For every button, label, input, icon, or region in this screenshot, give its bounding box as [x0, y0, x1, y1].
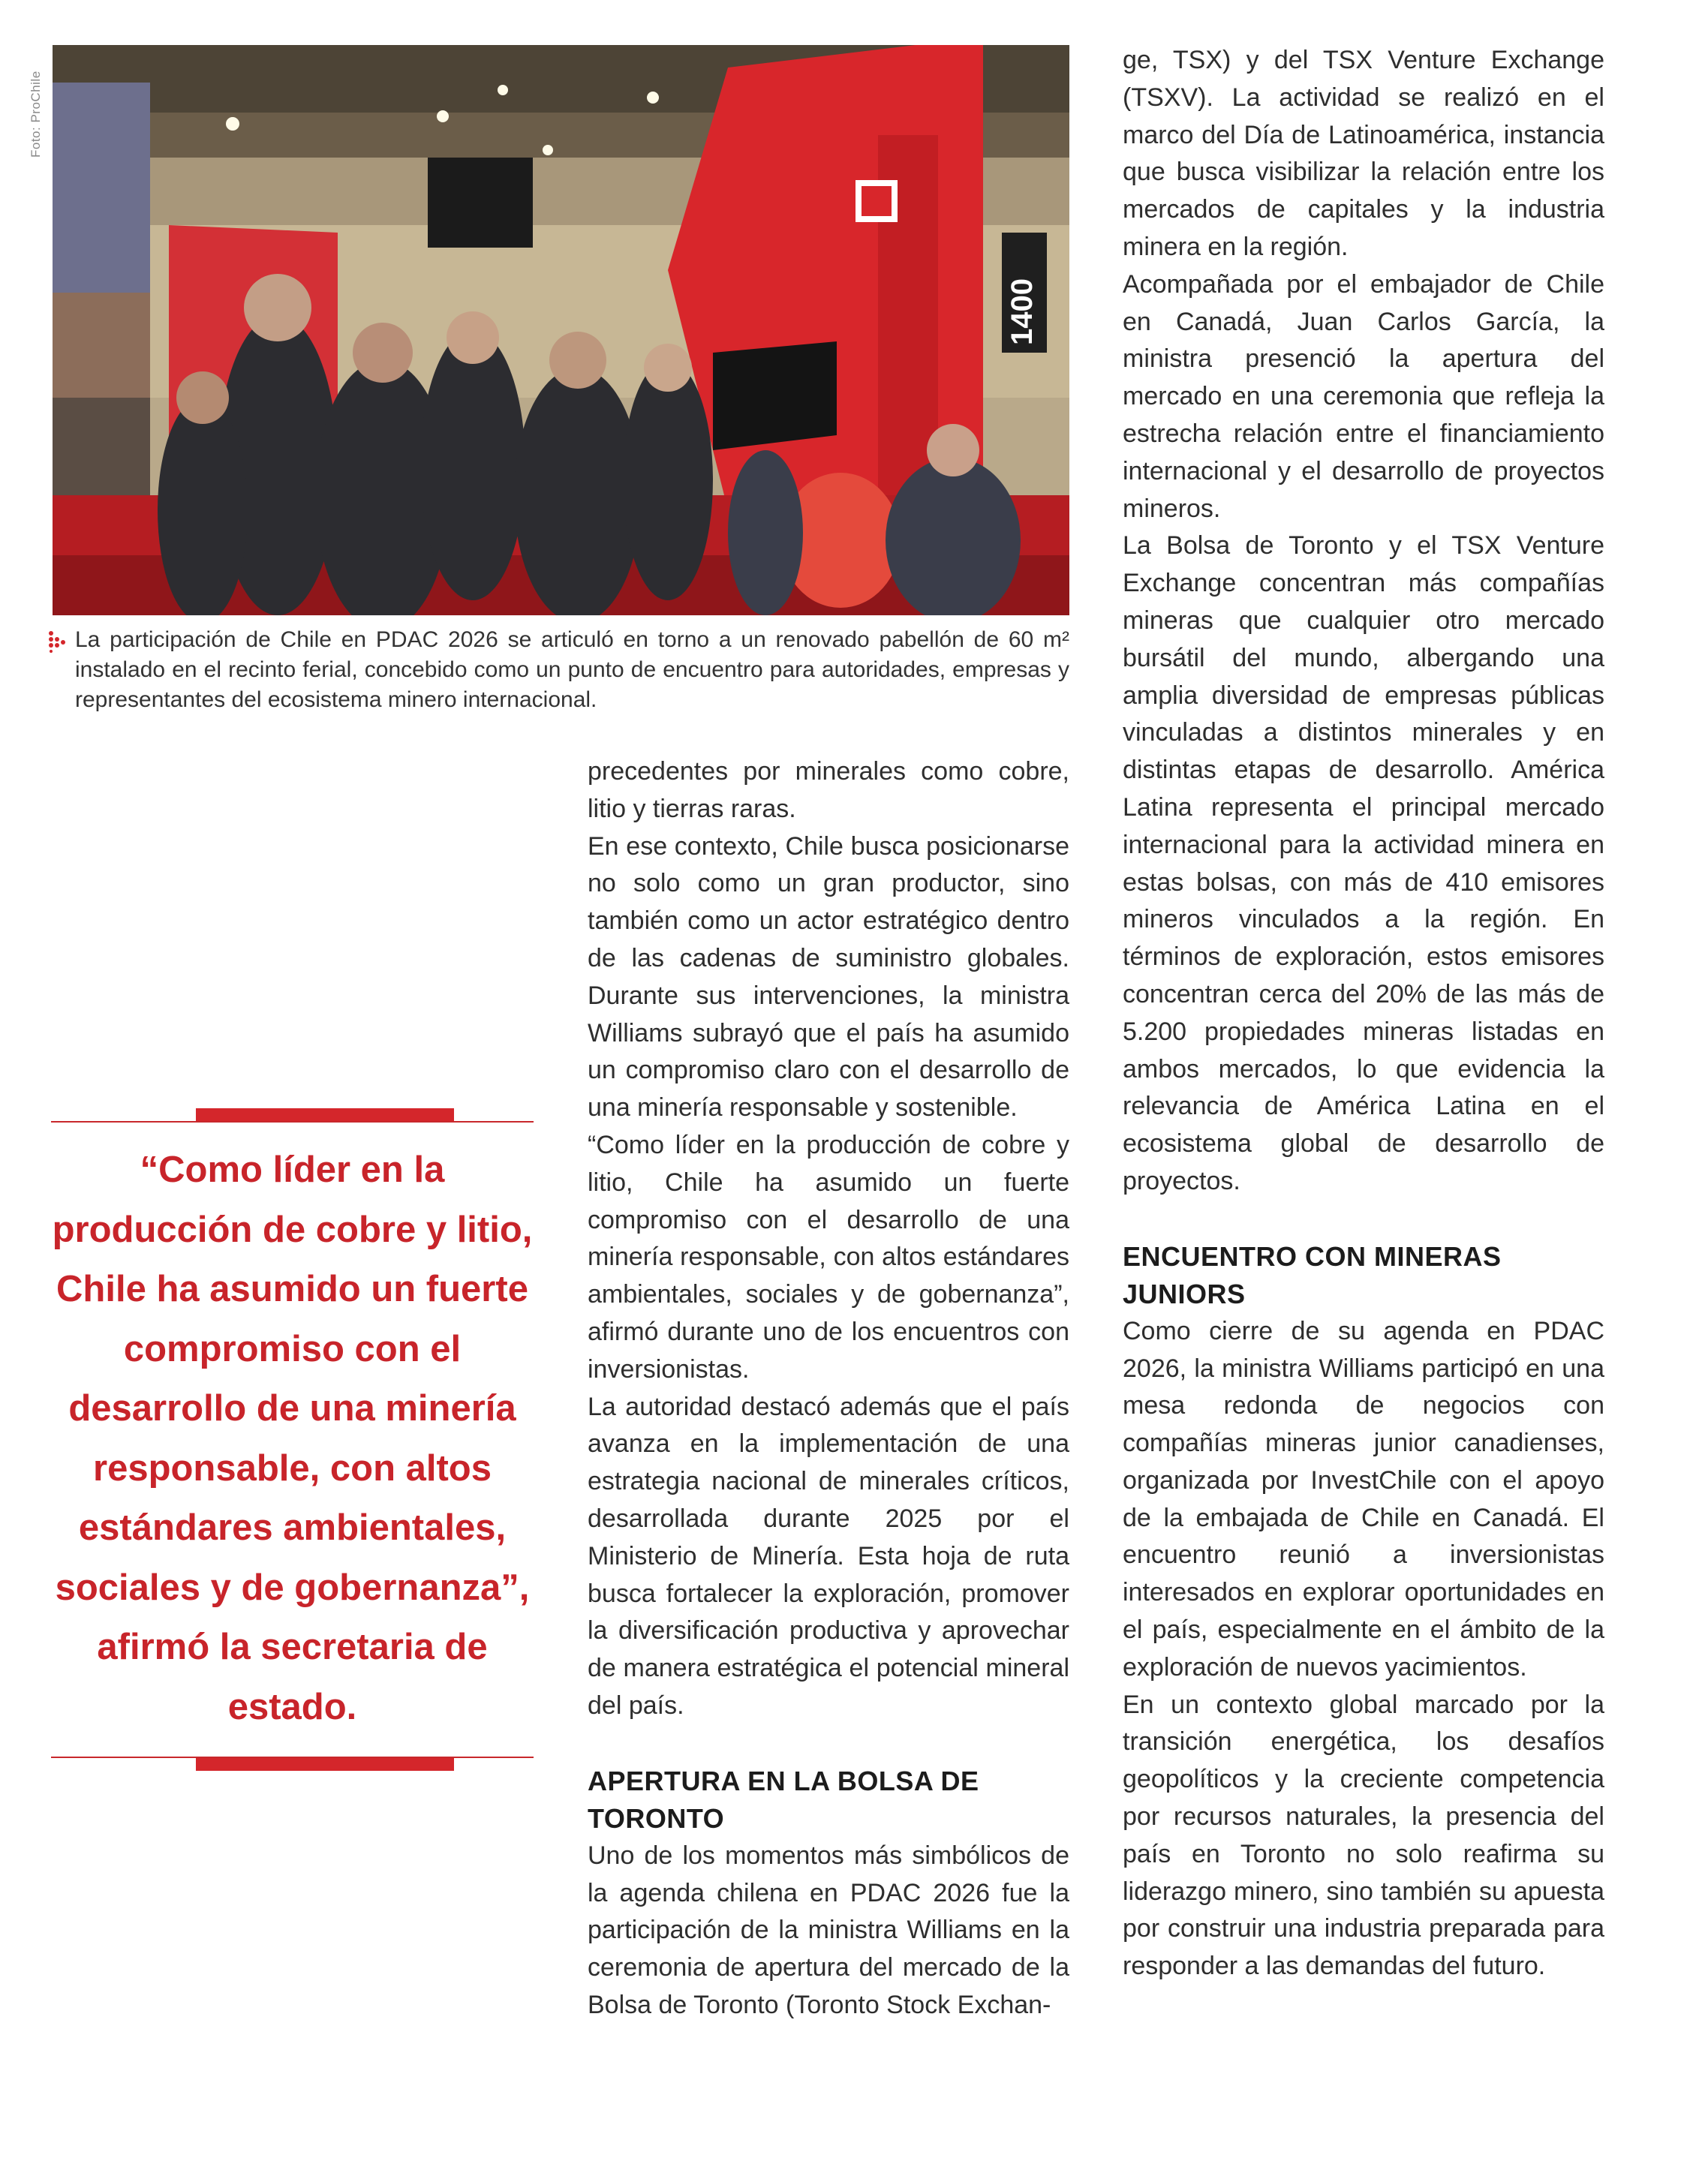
article-column-middle — [588, 753, 1069, 2024]
pull-quote-top-bar — [196, 1108, 454, 1121]
body-paragraph: precedentes por minerales como cobre, litio y tierras raras. — [588, 757, 1069, 823]
photo-caption: La participación de Chile en PDAC 2026 se articuló en torno a un renovado pabellón de 60 m² instalado en el recinto ferial, concebido como un punto de encuentro para autoridades, empresas y representantes del ecosistema minero internacional. — [75, 627, 1069, 712]
booth-photo-illustration — [53, 45, 1069, 615]
body-paragraph: Como cierre de su agenda en PDAC 2026, la ministra Williams participó en una mesa redonda de negocios con compañías mineras junior canadienses, organizada por InvestChile con el apoyo de la embajada de Chile en Canadá. El encuentro reunió a inversionistas interesados en explorar oportunidades en el país, especialmente en el ámbito de la exploración de nuevos yacimientos. — [1123, 1316, 1604, 1682]
pull-quote — [51, 1107, 534, 1775]
body-paragraph: Uno de los momentos más simbólicos de la agenda chilena en PDAC 2026 fue la participación de la ministra Williams en la ceremonia de apertura del mercado de la Bolsa de Toronto (Toronto Stock Exchan- — [588, 1841, 1069, 2019]
pull-quote-top-rule — [51, 1121, 534, 1123]
article-column-right — [1123, 42, 1604, 1985]
section-heading-toronto: APERTURA EN LA BOLSA DE TORONTO — [588, 1765, 979, 1834]
body-paragraph: “Como líder en la producción de cobre y litio, Chile ha asumido un fuerte compromiso con el desarrollo de una minería responsable, con altos estándares ambientales, sociales y de gobernanza”, afirmó durante uno de los encuentros con inversionistas. — [588, 1130, 1069, 1384]
booth-number-sign: 1400 — [1006, 278, 1039, 345]
body-paragraph: En ese contexto, Chile busca posicionarse no solo como un gran productor, sino también como un actor estratégico dentro de las cadenas de suministro globales. Durante sus intervenciones, la ministra Williams subrayó que el país ha asumido un compromiso claro con el desarrollo de una minería responsable y sostenible. — [588, 831, 1069, 1123]
pull-quote-bottom-bar — [196, 1758, 454, 1771]
caption-bullet-icon — [48, 630, 68, 653]
body-paragraph: Acompañada por el embajador de Chile en Canadá, Juan Carlos García, la ministra presenció la apertura del mercado en una ceremonia que refleja la estrecha relación entre el financiamiento internacional y el desarrollo de proyectos mineros. — [1123, 269, 1604, 523]
section-heading-juniors: ENCUENTRO CON MINERAS JUNIORS — [1123, 1240, 1502, 1309]
booth-photo — [53, 45, 1069, 615]
photo-credit: Foto: ProChile — [29, 71, 43, 158]
pull-quote-text: “Como líder en la producción de cobre y litio, Chile ha asumido un fuerte compromiso con el desarrollo de una minería responsable, con altos estándares ambientales, sociales y de gobernanza”, afirmó la secretaria de estado. — [52, 1150, 533, 1727]
body-paragraph: La autoridad destacó además que el país avanza en la implementación de una estrategia nacional de minerales críticos, desarrollada durante 2025 por el Ministerio de Minería. Esta hoja de ruta busca fortalecer la exploración, promover la diversificación productiva y aprovechar de manera estratégica el potencial mineral del país. — [588, 1392, 1069, 1720]
body-paragraph: La Bolsa de Toronto y el TSX Venture Exchange concentran más compañías mineras que cualquier otro mercado bursátil del mundo, albergando una amplia diversidad de empresas públicas vinculadas a distintos minerales y en distintas etapas de desarrollo. América Latina representa el principal mercado internacional para la actividad minera en estas bolsas, con más de 410 emisores mineros vinculados a la región. En términos de exploración, estos emisores concentran cerca del 20% de las más de 5.200 propiedades mineras listadas en ambos mercados, lo que evidencia la relevancia de América Latina en el ecosistema global de desarrollo de proyectos. — [1123, 531, 1604, 1195]
body-paragraph: En un contexto global marcado por la transición energética, los desafíos geopolíticos y la creciente competencia por recursos naturales, la presencia del país en Toronto no solo reafirma su liderazgo minero, sino también su apuesta por construir una industria preparada para responder a las demandas del futuro. — [1123, 1690, 1604, 1981]
body-paragraph: ge, TSX) y del TSX Venture Exchange (TSXV). La actividad se realizó en el marco del Día de Latinoamérica, instancia que busca visibilizar la relación entre los mercados de capitales y la industria minera en la región. — [1123, 46, 1604, 261]
